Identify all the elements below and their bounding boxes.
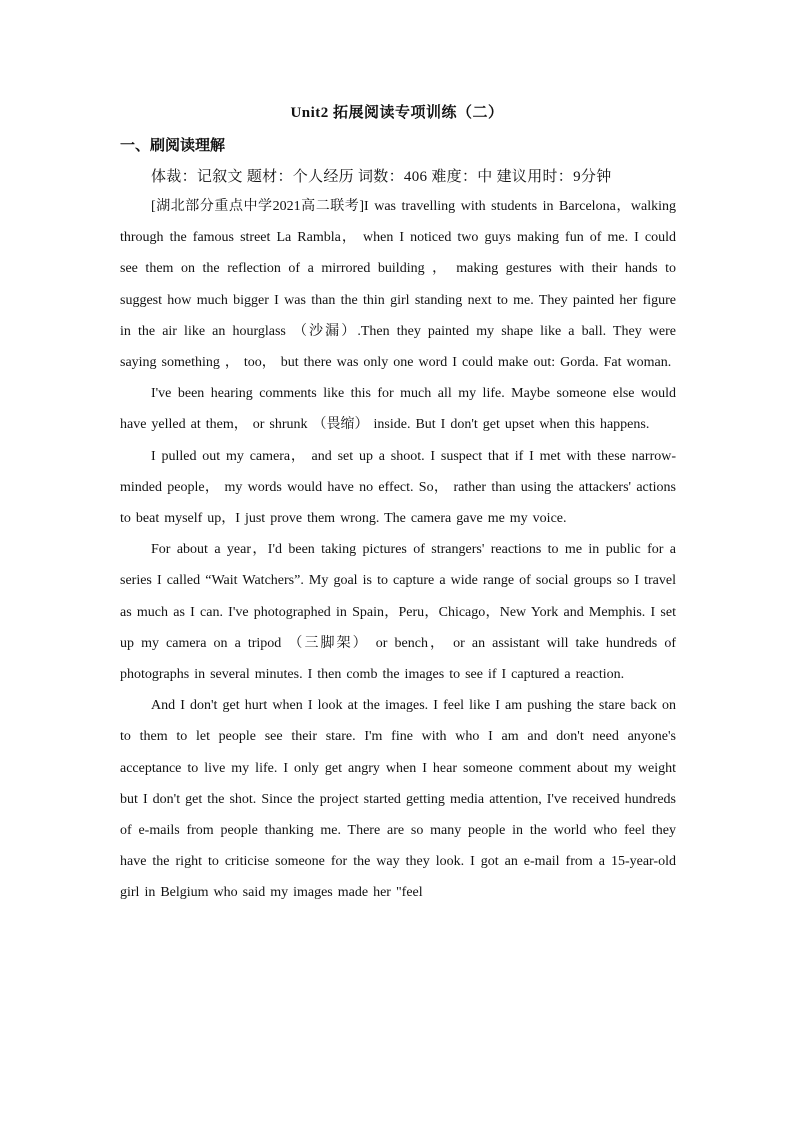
paragraph-3: I pulled out my camera， and set up a shoot. I suspect that if I met with these narrow-minded people， my words would have no effect. So， rather than using the attackers' actions to beat myself up，I just prove them wrong. The camera gave me my voice. <box>120 448 676 527</box>
paragraph-2: I've been hearing comments like this for much all my life. Maybe someone else would have yelled at them， or shrunk （畏缩） inside. But I don't get upset when this happens. <box>120 386 676 433</box>
passage-body <box>120 191 676 909</box>
paragraph-5: And I don't get hurt when I look at the images. I feel like I am pushing the stare back on to them to let people see their stare. I'm fine with who I am and don't need anyone's acceptance to live my life. I only get angry when I hear someone comment about my weight but I don't get the shot. Since the project started getting media attention, I've received hundreds of e-mails from people thanking me. There are so many people in the world who feel they have the right to criticise someone for the way they look. I got an e-mail from a 15-year-old girl in Belgium who said my images made her "feel <box>120 698 676 901</box>
passage-meta-line: 体裁：记叙文 题材：个人经历 词数：406 难度：中 建议用时：9分钟 <box>151 169 612 185</box>
document-title: Unit2 拓展阅读专项训练（二） <box>290 105 504 121</box>
section-heading: 一、刷阅读理解 <box>120 138 226 154</box>
paragraph-1: [湖北部分重点中学2021高二联考]I was travelling with students in Barcelona，walking through the famous street La Rambla， when I noticed two guys making fun of me. I could see them on the reflection of a mirrored building ， making gestures with their hands to suggest how much bigger I was than the thin girl standing next to me. They painted her figure in the air like an hourglass （沙漏）.Then they painted my shape like a ball. They were saying something ， too， but there was only one word I could make out: Gorda. Fat woman. <box>120 199 676 371</box>
paragraph-4: For about a year，I'd been taking pictures of strangers' reactions to me in public for a series I called “Wait Watchers”. My goal is to capture a wide range of social groups so I travel as much as I can. I've photographed in Spain，Peru，Chicago，New York and Memphis. I set up my camera on a tripod （三脚架） or bench， or an assistant will take hundreds of photographs in several minutes. I then comb the images to see if I captured a reaction. <box>120 542 676 683</box>
